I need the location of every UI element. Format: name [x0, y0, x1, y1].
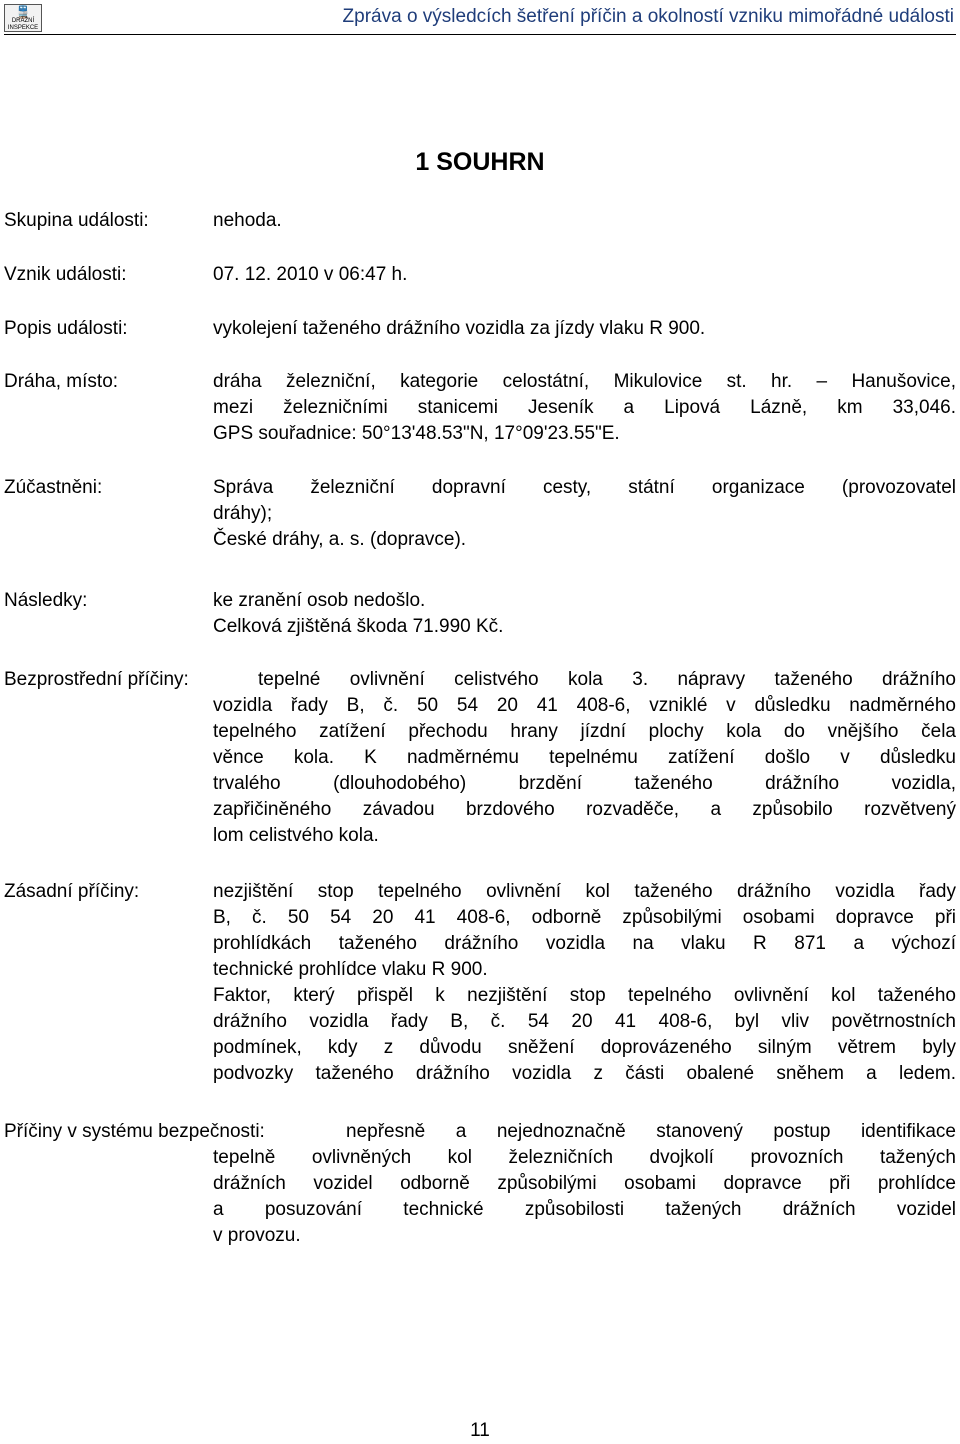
text-line: nezjištění stop tepelného ovlivnění kol taženého drážního vozidla řady	[213, 881, 956, 902]
text-line: podvozky taženého drážního vozidla z části obalené sněhem a ledem.	[213, 1063, 956, 1084]
header-divider	[4, 34, 956, 35]
value-bezprostredni-first	[258, 667, 956, 693]
text-line: dráha železniční, kategorie celostátní, Mikulovice st. hr. – Hanušovice,	[213, 371, 956, 392]
value-skupina: nehoda.	[213, 210, 282, 231]
text-line: dráhy);	[213, 503, 273, 524]
value-zasadni	[213, 879, 956, 1087]
text-line: Správa železniční dopravní cesty, státní organizace (provozovatel	[213, 477, 956, 498]
text-line: tepelné ovlivnění celistvého kola 3. nápravy taženého drážního	[258, 669, 956, 690]
text-line: B, č. 50 54 20 41 408-6, odborně způsobilými osobami dopravce při	[213, 907, 956, 928]
label-vznik: Vznik události:	[4, 264, 127, 285]
inspection-logo: 🚆 DRÁŽNÍ INSPEKCE	[4, 4, 42, 32]
text-line: drážních vozidel odborně způsobilými osobami dopravce při prohlídce	[213, 1173, 956, 1194]
text-line: podmínek, kdy z důvodu sněžení doprovázeného silným větrem byly	[213, 1037, 956, 1058]
label-popis: Popis události:	[4, 318, 128, 339]
label-nasledky: Následky:	[4, 590, 88, 611]
text-line: tepelně ovlivněných kol železničních dvojkolí provozních tažených	[213, 1147, 956, 1168]
text-line: a posuzování technické způsobilosti tažených drážních vozidel	[213, 1199, 956, 1220]
page-header	[0, 0, 960, 40]
value-zucastneni	[213, 475, 956, 553]
section-title: 1 SOUHRN	[415, 148, 545, 176]
report-title: Zpráva o výsledcích šetření příčin a okolností vzniku mimořádné události	[342, 6, 954, 27]
value-bezprostredni	[213, 693, 956, 849]
text-line: věnce kola. K nadměrnému tepelnému zatížení došlo v důsledku	[213, 747, 956, 768]
value-vznik: 07. 12. 2010 v 06:47 h.	[213, 264, 408, 285]
text-line: mezi železničními stanicemi Jeseník a Lipová Lázně, km 33,046.	[213, 397, 956, 418]
text-line: ke zranění osob nedošlo.	[213, 590, 426, 611]
label-zasadni: Zásadní příčiny:	[4, 881, 140, 902]
text-line: vozidla řady B, č. 50 54 20 41 408-6, vzniklé v důsledku nadměrného	[213, 695, 956, 716]
text-line: v provozu.	[213, 1225, 301, 1246]
text-line: drážního vozidla řady B, č. 54 20 41 408-6, byl vliv povětrnostních	[213, 1011, 956, 1032]
text-line: Celková zjištěná škoda 71.990 Kč.	[213, 616, 504, 637]
page-number: 11	[470, 1420, 490, 1441]
label-system: Příčiny v systému bezpečnosti:	[4, 1121, 265, 1142]
text-line: prohlídkách taženého drážního vozidla na vlaku R 871 a výchozí	[213, 933, 956, 954]
label-bezprostredni: Bezprostřední příčiny:	[4, 669, 189, 690]
value-system-first	[346, 1119, 956, 1145]
label-draha: Dráha, místo:	[4, 371, 119, 392]
text-line: nepřesně a nejednoznačně stanovený postup identifikace	[346, 1121, 956, 1142]
value-system	[213, 1145, 956, 1249]
text-line: technické prohlídce vlaku R 900.	[213, 959, 488, 980]
value-nasledky	[213, 588, 956, 640]
train-icon: 🚆	[15, 5, 31, 19]
text-line: Faktor, který přispěl k nezjištění stop tepelného ovlivnění kol taženého	[213, 985, 956, 1006]
text-line: České dráhy, a. s. (dopravce).	[213, 529, 467, 550]
value-draha	[213, 369, 956, 447]
text-line: GPS souřadnice: 50°13'48.53"N, 17°09'23.55"E.	[213, 423, 620, 444]
value-popis: vykolejení taženého drážního vozidla za jízdy vlaku R 900.	[213, 318, 706, 339]
text-line: trvalého (dlouhodobého) brzdění taženého drážního vozidla,	[213, 773, 956, 794]
text-line: lom celistvého kola.	[213, 825, 379, 846]
text-line: tepelného zatížení přechodu hrany jízdní plochy kola do vnějšího čela	[213, 721, 956, 742]
label-skupina: Skupina události:	[4, 210, 149, 231]
text-line: zapřičiněného závadou brzdového rozvaděče, a způsobilo rozvětvený	[213, 799, 956, 820]
label-zucastneni: Zúčastněni:	[4, 477, 103, 498]
